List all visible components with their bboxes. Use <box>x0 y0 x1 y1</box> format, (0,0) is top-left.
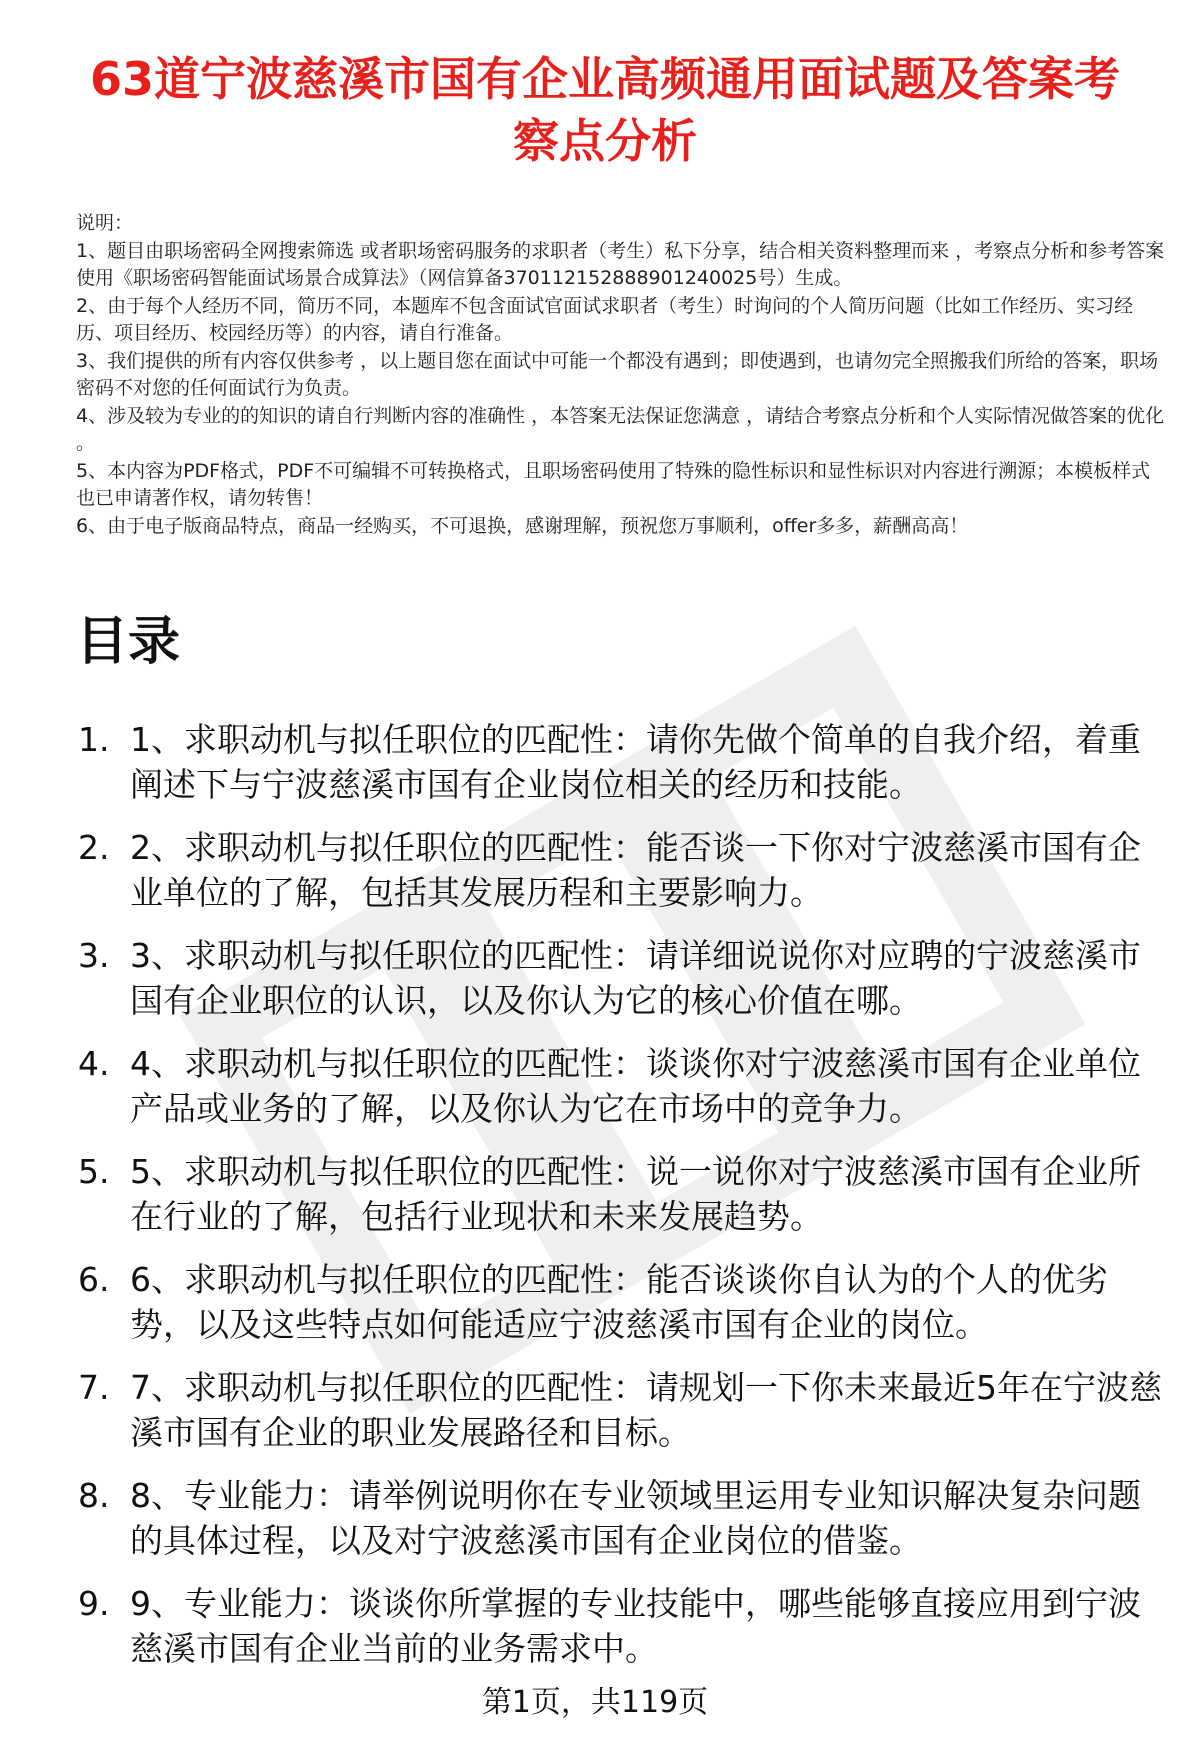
toc-item[interactable] <box>78 933 1168 1041</box>
toc-item-text: 7、求职动机与拟任职位的匹配性：请规划一下你未来最近5年在宁波慈溪市国有企业的职业发展路径和目标。 <box>130 1368 1162 1452</box>
notes-section <box>76 210 1166 540</box>
toc-item[interactable] <box>78 1041 1168 1149</box>
toc-heading: 目录 <box>76 612 181 672</box>
toc-item-number: 3. <box>78 936 110 975</box>
toc-item-number: 4. <box>78 1044 110 1083</box>
page-footer: 第1页，共119页 <box>481 1685 709 1720</box>
toc-item-number: 6. <box>78 1260 110 1299</box>
note-item: 3、我们提供的所有内容仅供参考 ，以上题目您在面试中可能一个都没有遇到；即使遇到，也请勿完全照搬我们所给的答案，职场密码不对您的任何面试行为负责。 <box>76 349 1159 399</box>
toc-item-text: 4、求职动机与拟任职位的匹配性：谈谈你对宁波慈溪市国有企业单位产品或业务的了解，以及你认为它在市场中的竞争力。 <box>130 1044 1141 1128</box>
toc-item-number: 7. <box>78 1368 110 1407</box>
toc-item[interactable] <box>78 717 1168 825</box>
toc-item[interactable] <box>78 1365 1168 1473</box>
toc-item-text: 3、求职动机与拟任职位的匹配性：请详细说说你对应聘的宁波慈溪市国有企业职位的认识，以及你认为它的核心价值在哪。 <box>130 936 1141 1020</box>
toc-item-number: 8. <box>78 1476 110 1515</box>
toc-item[interactable] <box>78 1149 1168 1257</box>
toc-item-text: 2、求职动机与拟任职位的匹配性：能否谈一下你对宁波慈溪市国有企业单位的了解，包括其发展历程和主要影响力。 <box>130 828 1141 912</box>
note-item: 2、由于每个人经历不同，简历不同，本题库不包含面试官面试求职者（考生）时询问的个人简历问题（比如工作经历、实习经历、项目经历、校园经历等）的内容，请自行准备。 <box>76 294 1134 344</box>
toc-item-number: 5. <box>78 1152 110 1191</box>
toc-list <box>78 717 1168 1689</box>
toc-item-text: 5、求职动机与拟任职位的匹配性：说一说你对宁波慈溪市国有企业所在行业的了解，包括行业现状和未来发展趋势。 <box>130 1152 1141 1236</box>
toc-item-number: 9. <box>78 1584 110 1623</box>
note-item: 4、涉及较为专业的的知识的请自行判断内容的准确性 ，本答案无法保证您满意 ，请结合考察点分析和个人实际情况做答案的优化 。 <box>76 404 1165 454</box>
document-title: 63道宁波慈溪市国有企业高频通用面试题及答案考察点分析 <box>89 52 1120 168</box>
toc-item-number: 1. <box>78 720 110 759</box>
toc-item-text: 6、求职动机与拟任职位的匹配性：能否谈谈你自认为的个人的优劣势，以及这些特点如何能适应宁波慈溪市国有企业的岗位。 <box>130 1260 1108 1344</box>
toc-item[interactable] <box>78 1257 1168 1365</box>
toc-item-text: 9、专业能力：谈谈你所掌握的专业技能中，哪些能够直接应用到宁波慈溪市国有企业当前的业务需求中。 <box>130 1584 1141 1668</box>
notes-heading: 说明： <box>76 212 134 234</box>
toc-item[interactable] <box>78 1581 1168 1689</box>
toc-item-text: 1、求职动机与拟任职位的匹配性：请你先做个简单的自我介绍，着重阐述下与宁波慈溪市国有企业岗位相关的经历和技能。 <box>130 720 1141 804</box>
toc-item[interactable] <box>78 1473 1168 1581</box>
note-item: 5、本内容为PDF格式，PDF不可编辑不可转换格式，且职场密码使用了特殊的隐性标识和显性标识对内容进行溯源；本模板样式也已申请著作权，请勿转售！ <box>76 459 1151 509</box>
note-item: 6、由于电子版商品特点，商品一经购买，不可退换，感谢理解，预祝您万事顺利，offer多多，薪酬高高！ <box>76 514 969 537</box>
note-item: 1、题目由职场密码全网搜索筛选 或者职场密码服务的求职者（考生）私下分享，结合相关资料整理而来 ，考察点分析和参考答案使用《职场密码智能面试场景合成算法》（网信算备370112152888901240025号）生成。 <box>76 239 1165 289</box>
toc-item-text: 8、专业能力：请举例说明你在专业领域里运用专业知识解决复杂问题的具体过程，以及对宁波慈溪市国有企业岗位的借鉴。 <box>130 1476 1141 1560</box>
toc-item-number: 2. <box>78 828 110 867</box>
toc-item[interactable] <box>78 825 1168 933</box>
